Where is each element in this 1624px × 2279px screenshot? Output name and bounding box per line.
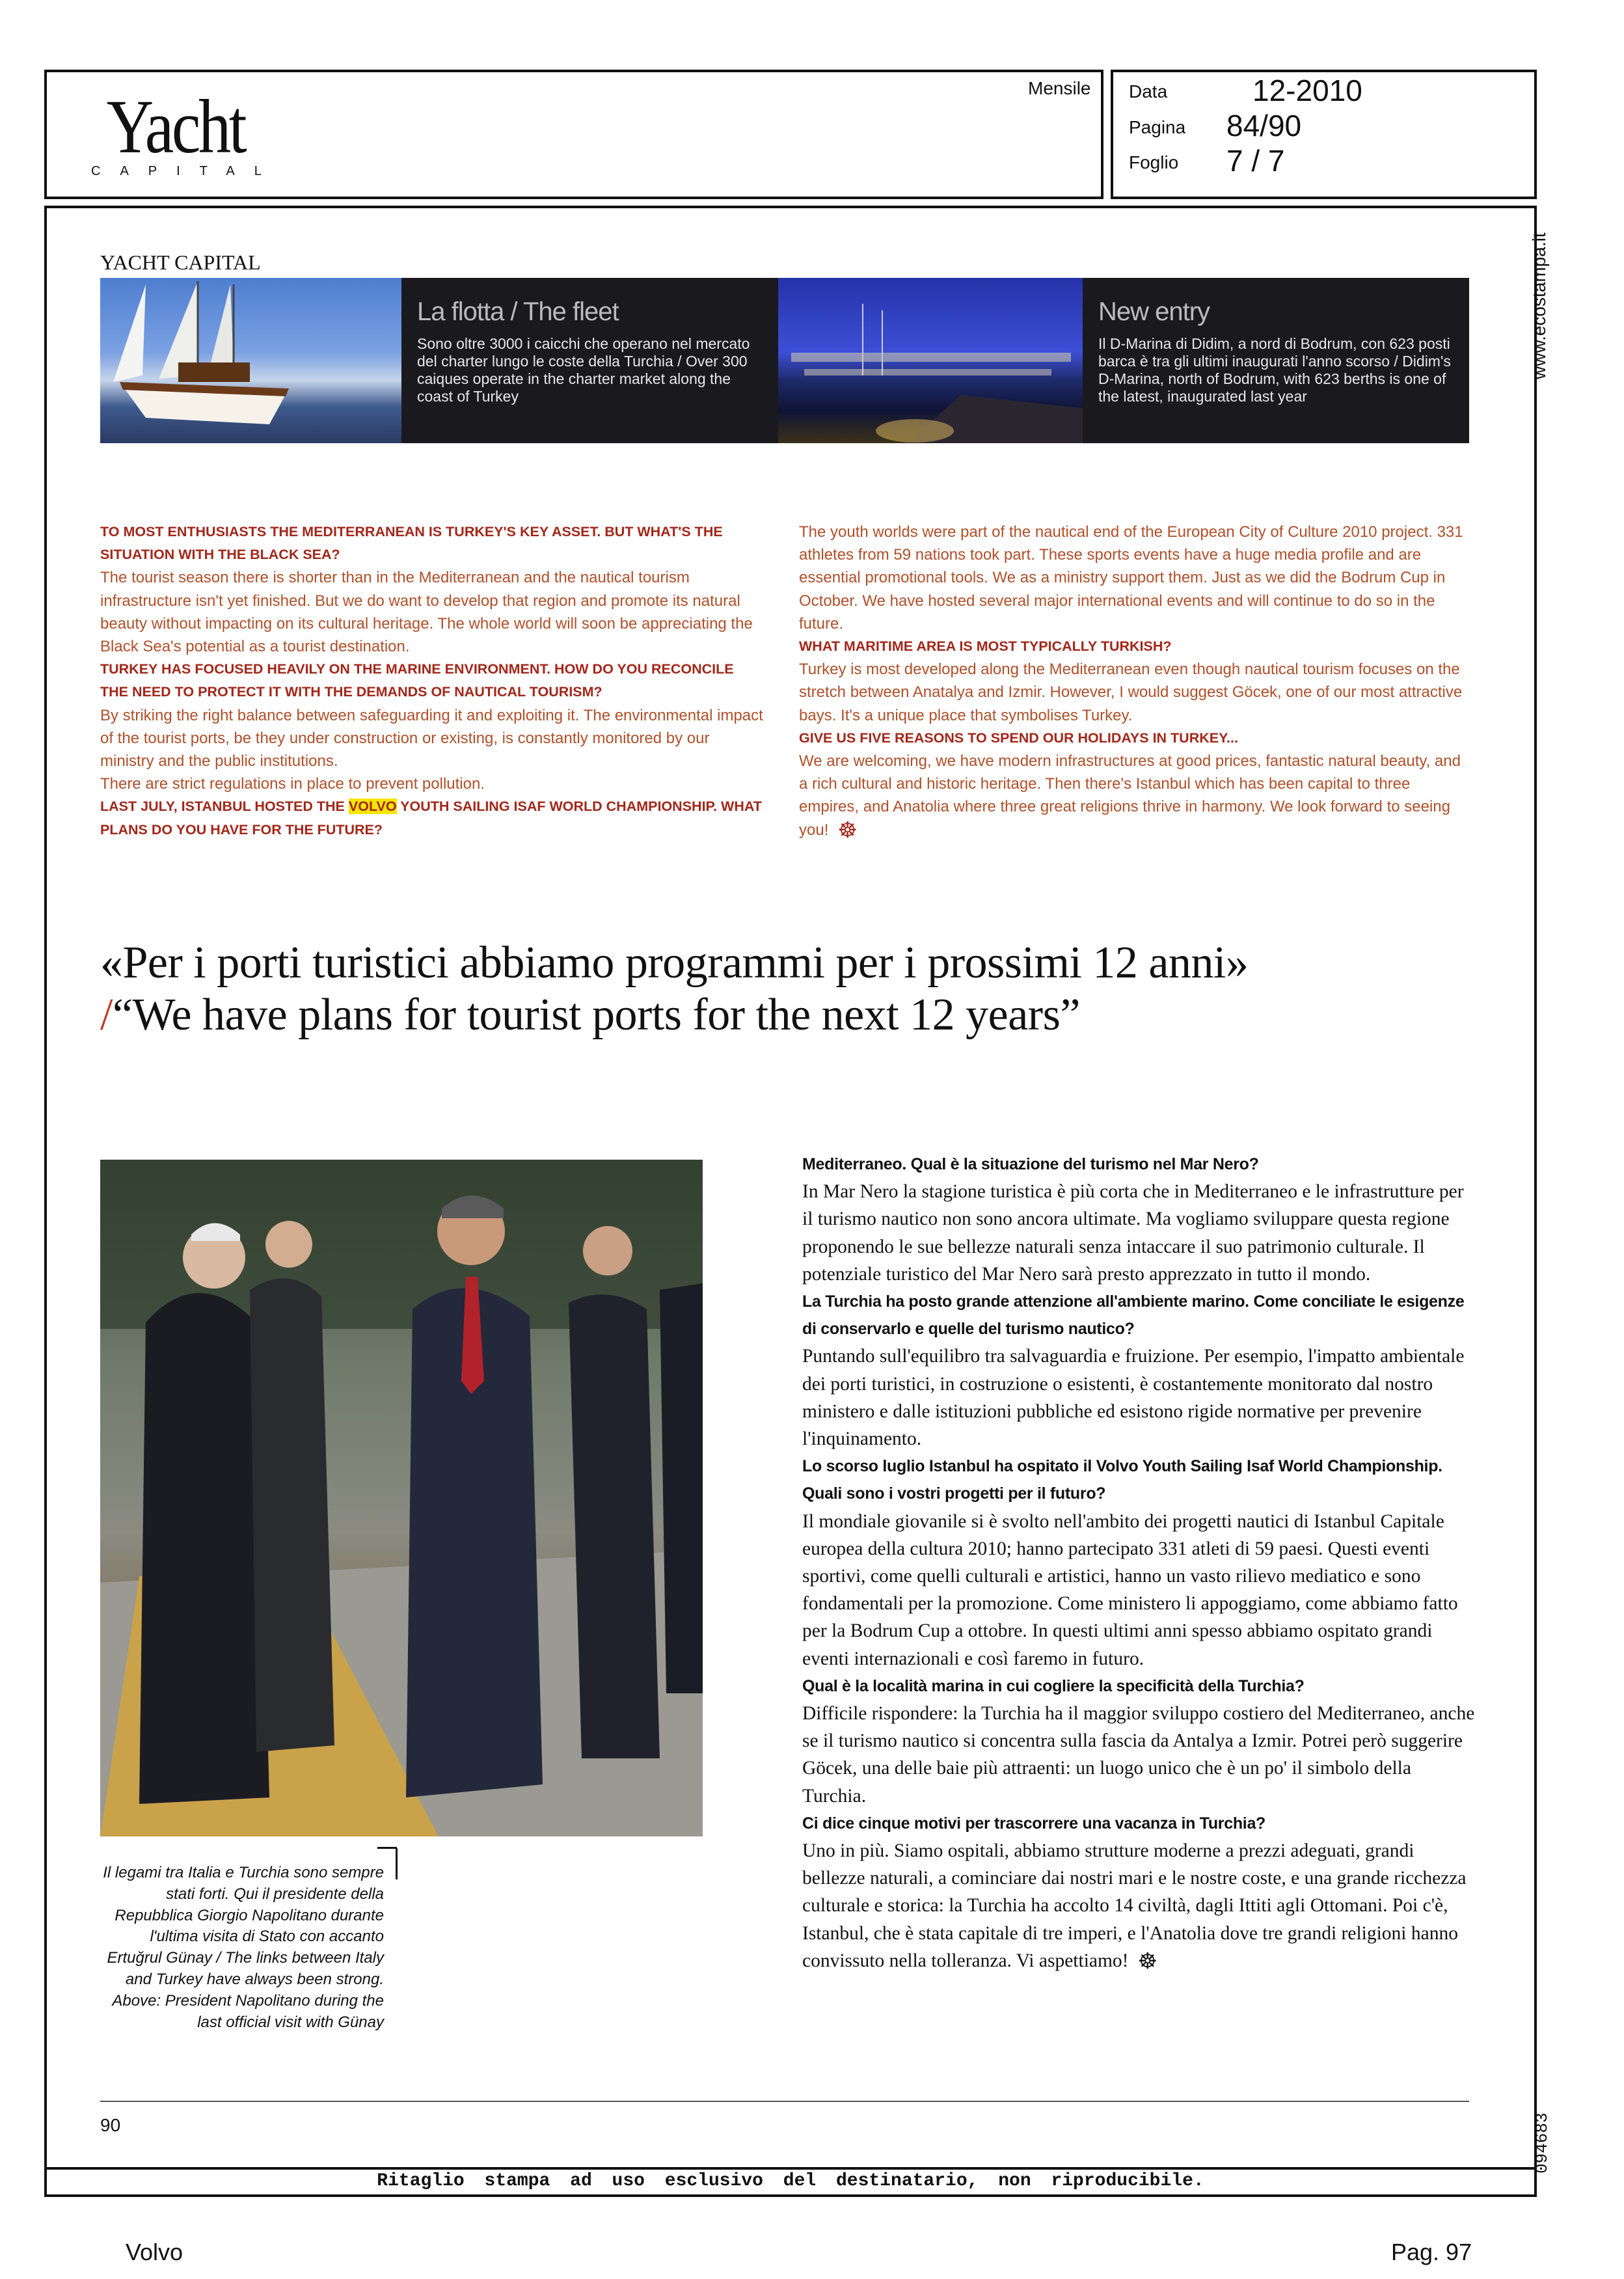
marina-night-photo	[778, 278, 1083, 443]
en-question-1: TO MOST ENTHUSIASTS THE MEDITERRANEAN IS TURKEY'S KEY ASSET. BUT WHAT'S THE SITUATION WITH THE BLACK SEA?	[100, 524, 723, 563]
ship-wheel-icon: ☸	[1137, 1950, 1157, 1974]
headline	[100, 937, 1248, 1041]
en-question-5: GIVE US FIVE REASONS TO SPEND OUR HOLIDAYS IN TURKEY...	[799, 730, 1238, 746]
headline-italian: «Per i porti turistici abbiamo programmi per i prossimi 12 anni»	[100, 938, 1249, 988]
copyright-notice: Ritaglio stampa ad uso esclusivo del destinatario, non riproducibile.	[377, 2171, 1204, 2191]
headline-english: “We have plans for tourist ports for the next 12 years”	[112, 990, 1080, 1040]
new-entry-title: New entry	[1098, 297, 1210, 326]
logo-sub: CAPITAL	[91, 164, 281, 178]
it-question-4: Qual è la località marina in cui cogliere la specificità della Turchia?	[802, 1676, 1305, 1695]
it-question-1: Mediterraneo. Qual è la situazione del turismo nel Mar Nero?	[802, 1155, 1259, 1173]
highlighted-keyword: VOLVO	[348, 798, 397, 815]
ship-wheel-icon: ☸	[837, 817, 858, 843]
notice-divider	[44, 2167, 1537, 2170]
caption-pointer-top	[377, 1847, 397, 1849]
photo-caption: Il legami tra Italia e Turchia sono sempre stati forti. Qui il presidente della Repubblica Giorgio Napolitano durante l'ultima visita di Stato con accanto Ertuğrul Günay / The links between Italy and Turkey have always been strong. Above: President Napolitano during the last official visit with Günay	[103, 1864, 384, 2031]
en-answer-4: Turkey is most developed along the Mediterranean even though nautical tourism focuses on the stretch between Anatalya and Izmir. However, I would suggest Göcek, one of our most attractive bays. It's a unique place that symbolises Turkey.	[799, 661, 1463, 724]
it-question-3: Lo scorso luglio Istanbul ha ospitato il Volvo Youth Sailing Isaf World Championship. Quali sono i vostri progetti per il futuro?	[802, 1457, 1442, 1503]
english-column-left	[100, 521, 764, 841]
page-number: 90	[100, 2115, 121, 2135]
new-entry-panel	[1083, 278, 1469, 443]
side-code: 094683	[1532, 2112, 1552, 2174]
it-answer-1: In Mar Nero la stagione turistica è più corta che in Mediterraneo e le infrastrutture per il turismo nautico non sono ancora ultimate. Ma vogliamo sviluppare questa regione proponendo le sue bellezze naturali senza intaccare il suo patrimonio culturale. Il potenziale turistico del Mar Nero sarà presto apprezzato in tutto il mondo.	[802, 1181, 1464, 1285]
en-question-4: WHAT MARITIME AREA IS MOST TYPICALLY TURKISH?	[799, 638, 1172, 655]
italian-column	[802, 1151, 1479, 1976]
pagina-label: Pagina	[1129, 117, 1186, 137]
it-question-5: Ci dice cinque motivi per trascorrere una vacanza in Turchia?	[802, 1814, 1266, 1833]
pagina-value: 84/90	[1226, 109, 1302, 143]
napolitano-gunay-photo	[100, 1160, 703, 1836]
en-q3-pre: LAST JULY, ISTANBUL HOSTED THE	[100, 798, 349, 815]
foglio-value: 7 / 7	[1226, 144, 1285, 178]
fleet-text: Sono oltre 3000 i caicchi che operano nel mercato del charter lungo le coste della Turchia / Over 300 caiques operate in the charter market along the coast of Turkey	[417, 335, 750, 405]
en-question-3	[100, 795, 764, 841]
footer-page: Pag. 97	[1391, 2239, 1472, 2265]
en-answer-2b: There are strict regulations in place to prevent pollution.	[100, 775, 485, 793]
footer-rule	[100, 2101, 1469, 2102]
photo-illustration	[100, 1160, 703, 1836]
english-column-right	[799, 521, 1472, 842]
en-answer-3: The youth worlds were part of the nautical end of the European City of Culture 2010 project. 331 athletes from 59 nations took part. These sports events have a huge media profile and are essential promotional tools. We as a ministry support them. Just as we did the Bodrum Cup in October. We have hosted several major international events and will continue to do so in the future.	[799, 523, 1463, 633]
fleet-title: La flotta / The fleet	[417, 297, 619, 326]
en-answer-1: The tourist season there is shorter than in the Mediterranean and the nautical tourism infrastructure isn't yet finished. But we do want to develop that region and promote its natural beauty without impacting on its cultural heritage. The whole world will soon be appreciating the Black Sea's potential as a tourist destination.	[100, 569, 753, 656]
new-entry-text: Il D-Marina di Didim, a nord di Bodrum, con 623 posti barca è tra gli ultimi inaugurati l'anno scorso / Didim's D-Marina, north of Bodrum, with 623 berths is one of the latest, inaugurated last year	[1098, 335, 1451, 405]
data-value: 12-2010	[1252, 74, 1362, 107]
marina-illustration	[778, 278, 1083, 443]
magazine-logo	[78, 84, 281, 179]
section-label: YACHT CAPITAL	[100, 251, 261, 274]
data-label: Data	[1129, 81, 1168, 102]
foglio-label: Foglio	[1129, 152, 1179, 172]
sailboat-illustration	[100, 278, 401, 443]
en-answer-5: We are welcoming, we have modern infrastructures at good prices, fantastic natural beauty, and a rich cultural and historic heritage. Then there's Istanbul which has been capital to three empires, and Anatolia where three great religions thrive in harmony. We look forward to seeing you!	[799, 752, 1461, 839]
it-answer-2: Puntando sull'equilibro tra salvaguardia e fruizione. Per esempio, l'impatto ambientale dei porti turistici, in costruzione o esistenti, è costantemente monitorato dal nostro ministero e dalle istituzioni pubbliche ed esistono rigide normative per prevenire l'inquinamento.	[802, 1346, 1465, 1450]
it-answer-5: Uno in più. Siamo ospitali, abbiamo strutture moderne a prezzi adeguati, grandi bellezze naturali, a cominciare dai nostri mari e le nostre coste, e una grande ricchezza culturale e storica: la Turchia ha accolto 14 civiltà, dagli Ittiti agli Ottomani. Poi c'è, Istanbul, che è stata capitale di tre imperi, e l'Anatolia dove tre grandi religioni hanno convissuto nella tolleranza. Vi aspettiamo!	[802, 1840, 1467, 1971]
it-answer-3: Il mondiale giovanile si è svolto nell'ambito dei progetti nautici di Istanbul Capitale europea della cultura 2010; hanno partecipato 331 atleti di 59 paesi. Questi eventi sportivi, come quelli culturali e artistici, hanno un vasto rilievo mediatico e sono fondamentali per la promozione. Come ministero li appoggiamo, come abbiamo fatto per la Bodrum Cup a ottobre. In questi ultimi anni spesso abbiamo ospitato grandi eventi internazionali e così faremo in futuro.	[802, 1510, 1458, 1669]
sailing-yacht-photo	[100, 278, 401, 443]
frequency-label: Mensile	[1028, 78, 1091, 98]
logo-main: Yacht	[106, 84, 245, 169]
fleet-panel	[401, 278, 778, 443]
en-answer-2: By striking the right balance between safeguarding it and exploiting it. The environmental impact of the tourist ports, be they under construction or existing, is constantly monitored by our ministry and the public institutions.	[100, 706, 763, 771]
footer-client: Volvo	[126, 2239, 183, 2265]
it-question-2: La Turchia ha posto grande attenzione all'ambiente marino. Come conciliate le esigenze di conservarlo e quelle del turismo nautico?	[802, 1292, 1465, 1339]
it-answer-4: Difficile rispondere: la Turchia ha il maggior sviluppo costiero del Mediterraneo, anche se il turismo nautico si concentra sulla fascia da Antalya a Izmir. Potrei però suggerire Göcek, una delle baie più attraenti: un luogo unico che è un po' il simbolo della Turchia.	[802, 1703, 1475, 1807]
caption-pointer	[396, 1848, 398, 1879]
headline-slash: /	[100, 990, 113, 1040]
en-question-2: TURKEY HAS FOCUSED HEAVILY ON THE MARINE ENVIRONMENT. HOW DO YOU RECONCILE THE NEED TO PROTECT IT WITH THE DEMANDS OF NAUTICAL TOURISM?	[100, 661, 734, 700]
en-q3-post: YOUTH SAILING ISAF WORLD CHAMPIONSHIP. WHAT PLANS DO YOU HAVE FOR THE FUTURE?	[100, 798, 762, 838]
side-url: www.ecostampa.it	[1529, 232, 1549, 379]
